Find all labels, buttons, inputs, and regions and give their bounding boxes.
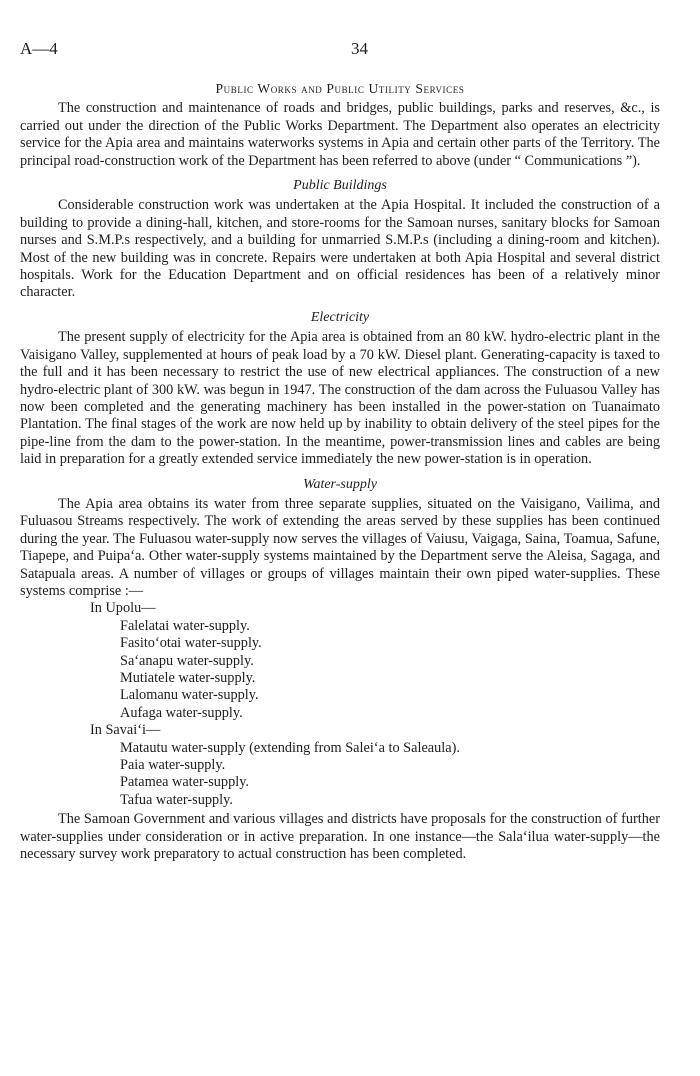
list-item: Patamea water-supply. xyxy=(120,774,249,791)
list-item: Matautu water-supply (extending from Salei‘a to Saleaula). xyxy=(120,739,460,756)
public-buildings-paragraph: Considerable construction work was undertaken at the Apia Hospital. It included the construction of a building to provide a dining-hall, kitchen, and store-rooms for the Samoan nurses, sanitary blocks for Samoan nurses and S.M.P.s respectively, and a building for unmarried S.M.P.s (including a dining-room and kitchen). Most of the new building was in concrete. Repairs were undertaken at both Apia Hospital and several district hospitals. Work for the Education Department and on official residences has been of a relatively minor character. xyxy=(20,197,660,301)
subheading-electricity: Electricity xyxy=(310,309,370,325)
list-item: Fasito‘otai water-supply. xyxy=(120,635,262,652)
document-body xyxy=(20,80,660,863)
upolu-label: In Upolu— xyxy=(90,600,156,617)
page-number: 34 xyxy=(351,39,368,58)
electricity-paragraph: The present supply of electricity for the Apia area is obtained from an 80 kW. hydro-electric plant in the Vaisigano Valley, supplemented at hours of peak load by a 70 kW. Diesel plant. Generating-capacity is taxed to the full and it has been necessary to restrict the use of new electrical appliances. The construction of a new hydro-electric plant of 300 kW. was begun in 1947. The construction of the dam across the Fuluasou Valley has now been completed and the generating machinery has been installed in the power-station on Tuanaimato Plantation. The final stages of the work are now held up by inability to obtain delivery of the steel pipes for the pipe-line from the dam to the power-station. In the meantime, power-transmission lines and cables are being laid in preparation for a greatly extended service immediately the new power-station is in operation. xyxy=(20,329,660,468)
list-item: Falelatai water-supply. xyxy=(120,617,250,634)
list-item: Mutiatele water-supply. xyxy=(120,670,256,686)
subheading-water-supply: Water-supply xyxy=(303,476,377,492)
list-item: Sa‘anapu water-supply. xyxy=(120,652,254,669)
document-reference: A—4 xyxy=(20,39,58,58)
list-item: Tafua water-supply. xyxy=(120,791,233,808)
section-title: Public Works and Public Utility Services xyxy=(215,81,465,96)
savaii-label: In Savai‘i— xyxy=(90,722,161,739)
page-header xyxy=(20,40,660,62)
water-supply-paragraph: The Apia area obtains its water from three separate supplies, situated on the Vaisigano, Vailima, and Fuluasou Streams respectively. The work of extending the areas served by these supplies has been continued during the year. The Fuluasou water-supply now serves the villages of Vaiusu, Vaigaga, Saina, Toamua, Safune, Tiapepe, and Puipa‘a. Other water-supply systems maintained by the Department serve the Aleisa, Sagaga, and Satapuala areas. A number of villages or groups of villages maintain their own piped water-supplies. These systems comprise :— xyxy=(20,495,660,599)
water-systems-list xyxy=(20,600,660,809)
closing-paragraph: The Samoan Government and various villages and districts have proposals for the construction of further water-supplies under consideration or in active preparation. In one instance—the Sala‘ilua water-supply—the necessary survey work preparatory to actual construction has been completed. xyxy=(20,811,660,863)
list-item: Aufaga water-supply. xyxy=(120,704,243,721)
intro-paragraph: The construction and maintenance of roads and bridges, public buildings, parks and reserves, &c., is carried out under the direction of the Public Works Department. The Department also operates an electricity service for the Apia area and maintains waterworks systems in Apia and certain other parts of the Territory. The principal road-construction work of the Department has been referred to above (under “ Communications ”). xyxy=(20,100,660,169)
list-item: Paia water-supply. xyxy=(120,757,226,774)
subheading-public-buildings: Public Buildings xyxy=(293,178,387,194)
list-item: Lalomanu water-supply. xyxy=(120,687,259,704)
